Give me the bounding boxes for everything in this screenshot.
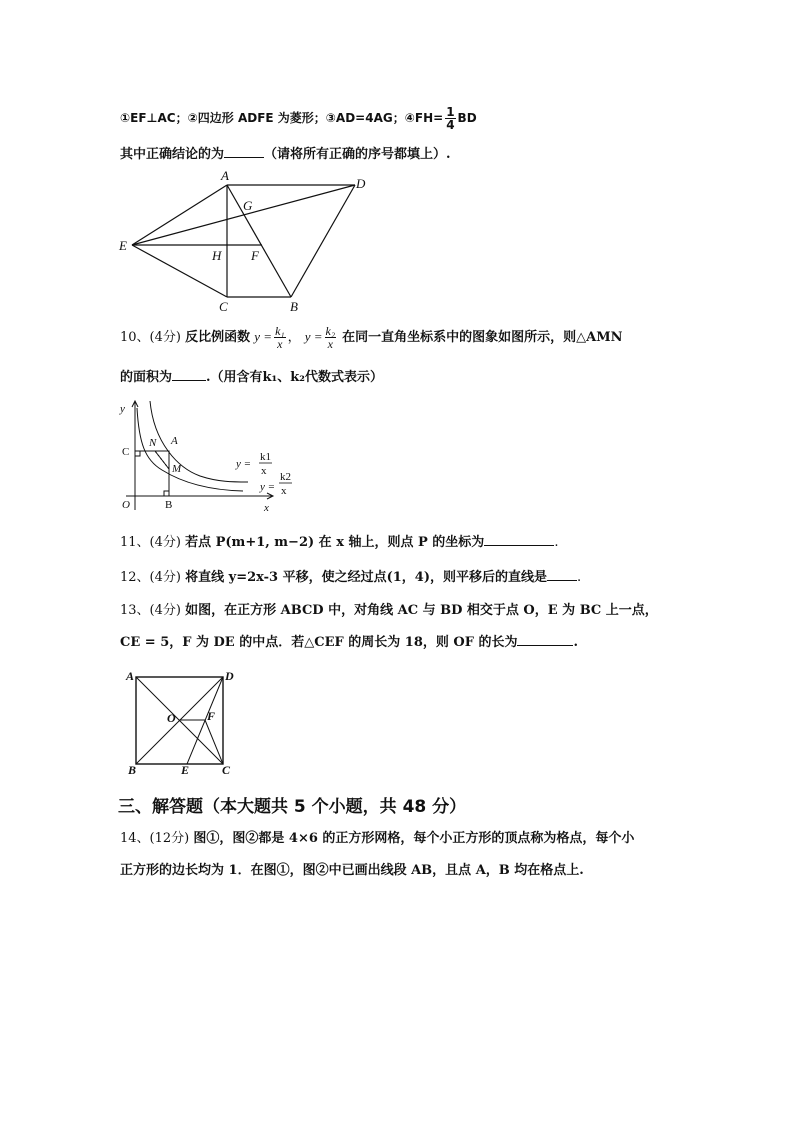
curve-k2 [137, 408, 243, 491]
label-x: x [264, 502, 269, 514]
q12-answer-blank[interactable] [547, 580, 577, 581]
curve-k1 [150, 401, 248, 482]
q9-statements-end: BD [457, 111, 477, 125]
q10-line1: 10、(4分) 反比例函数 y = $\frac{\text{k₁}}{x}$ ， y = $\frac{\text{k₂}}{x}$ 在同一直角坐标系中的图象如图所示，则△AMN [120, 324, 623, 351]
q9-statements [120, 106, 477, 131]
edge-AB [227, 185, 291, 297]
label-M: M [172, 463, 182, 475]
curve1-label-num: k1 [260, 451, 271, 463]
label-C: C [222, 763, 231, 777]
label-F: F [207, 709, 216, 723]
edge-ED [132, 185, 355, 245]
label-B: B [290, 299, 298, 314]
label-D: D [225, 669, 234, 683]
q11-line: 11、(4分) 若点 P(m+1, m−2) 在 x 轴上，则点 P 的坐标为 . [120, 535, 559, 550]
label-G: G [243, 198, 253, 213]
edge-EA [132, 185, 227, 245]
label-E: E [119, 238, 127, 253]
q13-figure [122, 668, 242, 780]
right-angle-C [135, 451, 140, 456]
q10-figure [118, 398, 308, 516]
q14-line1: 14、(12分) 图①，图②都是 4×6 的正方形网格，每个小正方形的顶点称为格点，每个小 [120, 831, 635, 846]
q13-line2: CE = 5，F 为 DE 的中点．若△CEF 的周长为 18，则 OF 的长为 . [120, 635, 578, 650]
edge-DB [291, 185, 355, 297]
q14-line2: 正方形的边长均为 1．在图①，图②中已画出线段 AB，且点 A，B 均在格点上. [120, 863, 584, 878]
q9-fraction: $\frac{1}{4}$ [446, 105, 455, 132]
label-B: B [165, 499, 173, 511]
q10-frac2: $\frac{\text{k₂}}{x}$ [325, 324, 336, 351]
label-A: A [171, 435, 178, 447]
label-E: E [181, 763, 190, 777]
label-A: A [221, 168, 229, 183]
curve1-label-y: y = [236, 458, 252, 470]
q10-answer-blank[interactable] [172, 380, 206, 381]
label-B: B [128, 763, 137, 777]
segment-FC [205, 720, 223, 764]
curve1-label-den: x [261, 465, 267, 477]
q10-number: 10、(4分) [120, 330, 181, 345]
q9-question: 其中正确结论的为 （请将所有正确的序号都填上）. [120, 147, 451, 162]
label-O: O [122, 499, 130, 511]
q13-line1: 13、(4分) 如图，在正方形 ABCD 中，对角线 AC 与 BD 相交于点 O，E 为 BC 上一点， [120, 603, 658, 618]
label-C: C [122, 446, 130, 458]
label-N: N [149, 437, 157, 449]
q11-answer-blank[interactable] [484, 545, 554, 546]
q9-figure [115, 168, 375, 318]
q9-statements-text: ①EF⊥AC；②四边形 ADFE 为菱形；③AD=4AG；④FH= [120, 111, 444, 125]
q13-answer-blank[interactable] [517, 645, 573, 646]
label-F: F [251, 248, 259, 263]
q9-answer-blank[interactable] [224, 157, 264, 158]
label-A: A [126, 669, 135, 683]
q10-line2: 的面积为 .（用含有k₁、k₂代数式表示） [120, 370, 383, 385]
label-H: H [212, 248, 222, 263]
label-O: O [167, 711, 176, 725]
curve2-label-den: x [281, 485, 287, 497]
q10-frac1: $\frac{\text{k₁}}{x}$ [275, 324, 285, 351]
section-3-title: 三、解答题（本大题共 5 个小题，共 48 分） [118, 797, 467, 817]
label-C: C [219, 299, 228, 314]
right-angle-B [164, 491, 169, 496]
label-D: D [356, 176, 366, 191]
label-y: y [120, 403, 125, 415]
curve2-label-num: k2 [280, 471, 291, 483]
q12-line: 12、(4分) 将直线 y=2x-3 平移，使之经过点(1，4)，则平移后的直线是 . [120, 570, 582, 585]
rectangle-OCAB [135, 451, 169, 496]
curve2-label-y: y = [260, 481, 276, 493]
